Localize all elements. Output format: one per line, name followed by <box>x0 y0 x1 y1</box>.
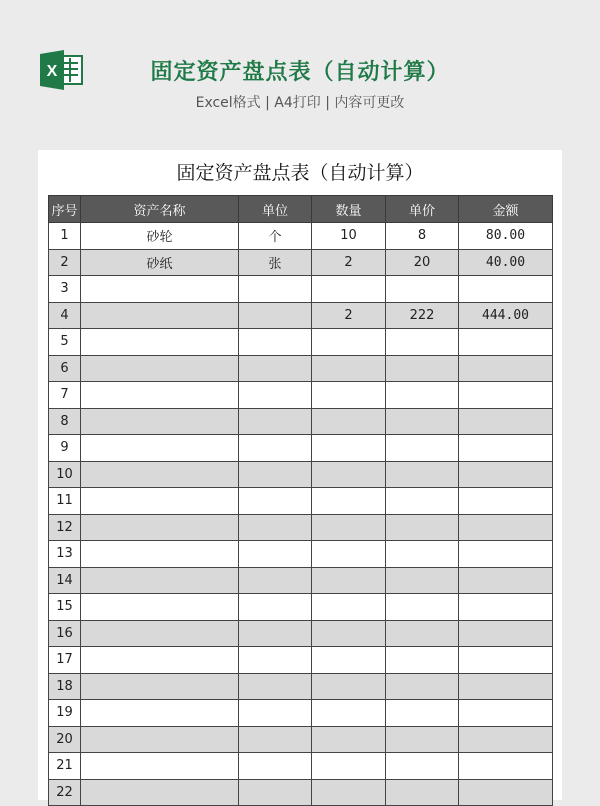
cell-amount[interactable] <box>459 435 553 462</box>
cell-unit-price[interactable] <box>386 700 459 727</box>
table-row <box>49 302 553 329</box>
table-row <box>49 779 553 806</box>
cell-no[interactable]: 3 <box>49 276 81 303</box>
cell-amount[interactable] <box>459 753 553 780</box>
table-row <box>49 223 553 250</box>
table-row <box>49 726 553 753</box>
column-header-name[interactable]: 资产名称 <box>81 196 239 223</box>
column-header-qty[interactable]: 数量 <box>312 196 386 223</box>
cell-amount[interactable] <box>459 779 553 806</box>
cell-unit[interactable] <box>239 673 312 700</box>
cell-unit-price[interactable] <box>386 435 459 462</box>
table-row <box>49 753 553 780</box>
cell-asset-name[interactable] <box>81 435 239 462</box>
cell-unit-price[interactable] <box>386 647 459 674</box>
cell-unit[interactable] <box>239 329 312 356</box>
cell-unit[interactable] <box>239 567 312 594</box>
cell-asset-name[interactable] <box>81 647 239 674</box>
cell-amount[interactable] <box>459 461 553 488</box>
cell-unit[interactable] <box>239 726 312 753</box>
column-header-price[interactable]: 单价 <box>386 196 459 223</box>
cell-unit-price[interactable] <box>386 276 459 303</box>
cell-quantity[interactable]: 10 <box>312 223 386 250</box>
cell-no[interactable]: 20 <box>49 726 81 753</box>
cell-asset-name[interactable] <box>81 461 239 488</box>
cell-amount[interactable]: 40.00 <box>459 249 553 276</box>
cell-quantity[interactable] <box>312 726 386 753</box>
cell-no[interactable]: 1 <box>49 223 81 250</box>
table-row <box>49 329 553 356</box>
cell-amount[interactable] <box>459 329 553 356</box>
asset-table <box>48 195 553 806</box>
cell-no[interactable]: 2 <box>49 249 81 276</box>
cell-no[interactable]: 9 <box>49 435 81 462</box>
page-subtitle: Excel格式 | A4打印 | 内容可更改 <box>195 95 405 111</box>
cell-unit[interactable] <box>239 461 312 488</box>
cell-no[interactable]: 10 <box>49 461 81 488</box>
cell-unit-price[interactable] <box>386 620 459 647</box>
cell-amount[interactable] <box>459 276 553 303</box>
cell-amount[interactable] <box>459 382 553 409</box>
cell-quantity[interactable] <box>312 514 386 541</box>
cell-no[interactable]: 6 <box>49 355 81 382</box>
cell-no[interactable]: 14 <box>49 567 81 594</box>
cell-unit-price[interactable]: 8 <box>386 223 459 250</box>
cell-amount[interactable] <box>459 488 553 515</box>
table-row <box>49 647 553 674</box>
cell-quantity[interactable] <box>312 329 386 356</box>
cell-unit-price[interactable] <box>386 673 459 700</box>
cell-unit[interactable] <box>239 276 312 303</box>
cell-asset-name[interactable] <box>81 276 239 303</box>
column-header-unit[interactable]: 单位 <box>239 196 312 223</box>
cell-unit-price[interactable] <box>386 514 459 541</box>
cell-quantity[interactable] <box>312 753 386 780</box>
cell-asset-name[interactable] <box>81 382 239 409</box>
table-row <box>49 700 553 727</box>
spreadsheet-sheet <box>38 150 562 800</box>
cell-quantity[interactable] <box>312 276 386 303</box>
table-row <box>49 541 553 568</box>
cell-amount[interactable] <box>459 408 553 435</box>
table-row <box>49 514 553 541</box>
table-row <box>49 435 553 462</box>
cell-unit[interactable] <box>239 408 312 435</box>
table-row <box>49 382 553 409</box>
cell-no[interactable]: 17 <box>49 647 81 674</box>
table-row <box>49 594 553 621</box>
cell-asset-name[interactable]: 砂纸 <box>81 249 239 276</box>
cell-unit-price[interactable] <box>386 726 459 753</box>
cell-unit[interactable] <box>239 594 312 621</box>
cell-unit-price[interactable] <box>386 382 459 409</box>
cell-no[interactable]: 7 <box>49 382 81 409</box>
cell-asset-name[interactable]: 砂轮 <box>81 223 239 250</box>
cell-unit-price[interactable] <box>386 594 459 621</box>
cell-no[interactable]: 15 <box>49 594 81 621</box>
cell-asset-name[interactable] <box>81 408 239 435</box>
table-row <box>49 488 553 515</box>
cell-amount[interactable] <box>459 514 553 541</box>
cell-amount[interactable] <box>459 726 553 753</box>
cell-amount[interactable] <box>459 594 553 621</box>
cell-quantity[interactable] <box>312 700 386 727</box>
cell-unit[interactable] <box>239 620 312 647</box>
cell-unit[interactable] <box>239 700 312 727</box>
cell-asset-name[interactable] <box>81 726 239 753</box>
cell-no[interactable]: 5 <box>49 329 81 356</box>
column-header-no[interactable]: 序号 <box>49 196 81 223</box>
cell-no[interactable]: 16 <box>49 620 81 647</box>
cell-no[interactable]: 11 <box>49 488 81 515</box>
cell-no[interactable]: 13 <box>49 541 81 568</box>
cell-unit-price[interactable] <box>386 567 459 594</box>
table-row <box>49 276 553 303</box>
cell-unit-price[interactable] <box>386 408 459 435</box>
cell-asset-name[interactable] <box>81 541 239 568</box>
cell-unit-price[interactable] <box>386 329 459 356</box>
cell-unit[interactable] <box>239 541 312 568</box>
cell-amount[interactable] <box>459 673 553 700</box>
cell-unit-price[interactable] <box>386 461 459 488</box>
cell-quantity[interactable] <box>312 541 386 568</box>
cell-no[interactable]: 21 <box>49 753 81 780</box>
cell-amount[interactable] <box>459 647 553 674</box>
table-row <box>49 355 553 382</box>
cell-amount[interactable] <box>459 700 553 727</box>
cell-unit-price[interactable] <box>386 779 459 806</box>
cell-amount[interactable] <box>459 567 553 594</box>
cell-quantity[interactable] <box>312 488 386 515</box>
cell-unit[interactable] <box>239 514 312 541</box>
cell-quantity[interactable] <box>312 620 386 647</box>
cell-asset-name[interactable] <box>81 620 239 647</box>
cell-quantity[interactable]: 2 <box>312 302 386 329</box>
cell-no[interactable]: 12 <box>49 514 81 541</box>
cell-unit[interactable] <box>239 647 312 674</box>
cell-asset-name[interactable] <box>81 594 239 621</box>
cell-unit-price[interactable]: 222 <box>386 302 459 329</box>
table-row <box>49 620 553 647</box>
cell-quantity[interactable] <box>312 435 386 462</box>
table-row <box>49 673 553 700</box>
cell-unit-price[interactable] <box>386 541 459 568</box>
cell-quantity[interactable] <box>312 673 386 700</box>
cell-quantity[interactable] <box>312 408 386 435</box>
table-row <box>49 249 553 276</box>
cell-amount[interactable] <box>459 620 553 647</box>
cell-asset-name[interactable] <box>81 779 239 806</box>
cell-asset-name[interactable] <box>81 488 239 515</box>
cell-quantity[interactable] <box>312 594 386 621</box>
excel-logo-letter: X <box>46 63 58 80</box>
cell-unit[interactable]: 张 <box>239 249 312 276</box>
cell-asset-name[interactable] <box>81 700 239 727</box>
cell-asset-name[interactable] <box>81 355 239 382</box>
cell-asset-name[interactable] <box>81 329 239 356</box>
cell-quantity[interactable] <box>312 382 386 409</box>
cell-quantity[interactable] <box>312 647 386 674</box>
cell-no[interactable]: 18 <box>49 673 81 700</box>
cell-asset-name[interactable] <box>81 673 239 700</box>
table-header-row <box>49 196 553 223</box>
cell-unit-price[interactable] <box>386 488 459 515</box>
cell-unit[interactable] <box>239 488 312 515</box>
table-row <box>49 567 553 594</box>
cell-quantity[interactable] <box>312 355 386 382</box>
cell-unit[interactable] <box>239 753 312 780</box>
table-row <box>49 461 553 488</box>
cell-amount[interactable] <box>459 541 553 568</box>
cell-unit[interactable] <box>239 382 312 409</box>
cell-unit[interactable] <box>239 355 312 382</box>
cell-no[interactable]: 4 <box>49 302 81 329</box>
cell-no[interactable]: 22 <box>49 779 81 806</box>
cell-unit-price[interactable] <box>386 355 459 382</box>
cell-amount[interactable]: 444.00 <box>459 302 553 329</box>
cell-quantity[interactable] <box>312 461 386 488</box>
cell-amount[interactable] <box>459 355 553 382</box>
cell-unit[interactable] <box>239 779 312 806</box>
table-row <box>49 408 553 435</box>
cell-asset-name[interactable] <box>81 567 239 594</box>
cell-quantity[interactable]: 2 <box>312 249 386 276</box>
cell-asset-name[interactable] <box>81 514 239 541</box>
column-header-amount[interactable]: 金额 <box>459 196 553 223</box>
cell-asset-name[interactable] <box>81 753 239 780</box>
cell-unit-price[interactable]: 20 <box>386 249 459 276</box>
cell-asset-name[interactable] <box>81 302 239 329</box>
cell-unit[interactable]: 个 <box>239 223 312 250</box>
cell-quantity[interactable] <box>312 779 386 806</box>
cell-unit[interactable] <box>239 302 312 329</box>
cell-unit[interactable] <box>239 435 312 462</box>
cell-no[interactable]: 19 <box>49 700 81 727</box>
page-title: 固定资产盘点表（自动计算） <box>150 60 450 85</box>
cell-quantity[interactable] <box>312 567 386 594</box>
cell-unit-price[interactable] <box>386 753 459 780</box>
sheet-title: 固定资产盘点表（自动计算） <box>176 162 424 184</box>
cell-no[interactable]: 8 <box>49 408 81 435</box>
cell-amount[interactable]: 80.00 <box>459 223 553 250</box>
